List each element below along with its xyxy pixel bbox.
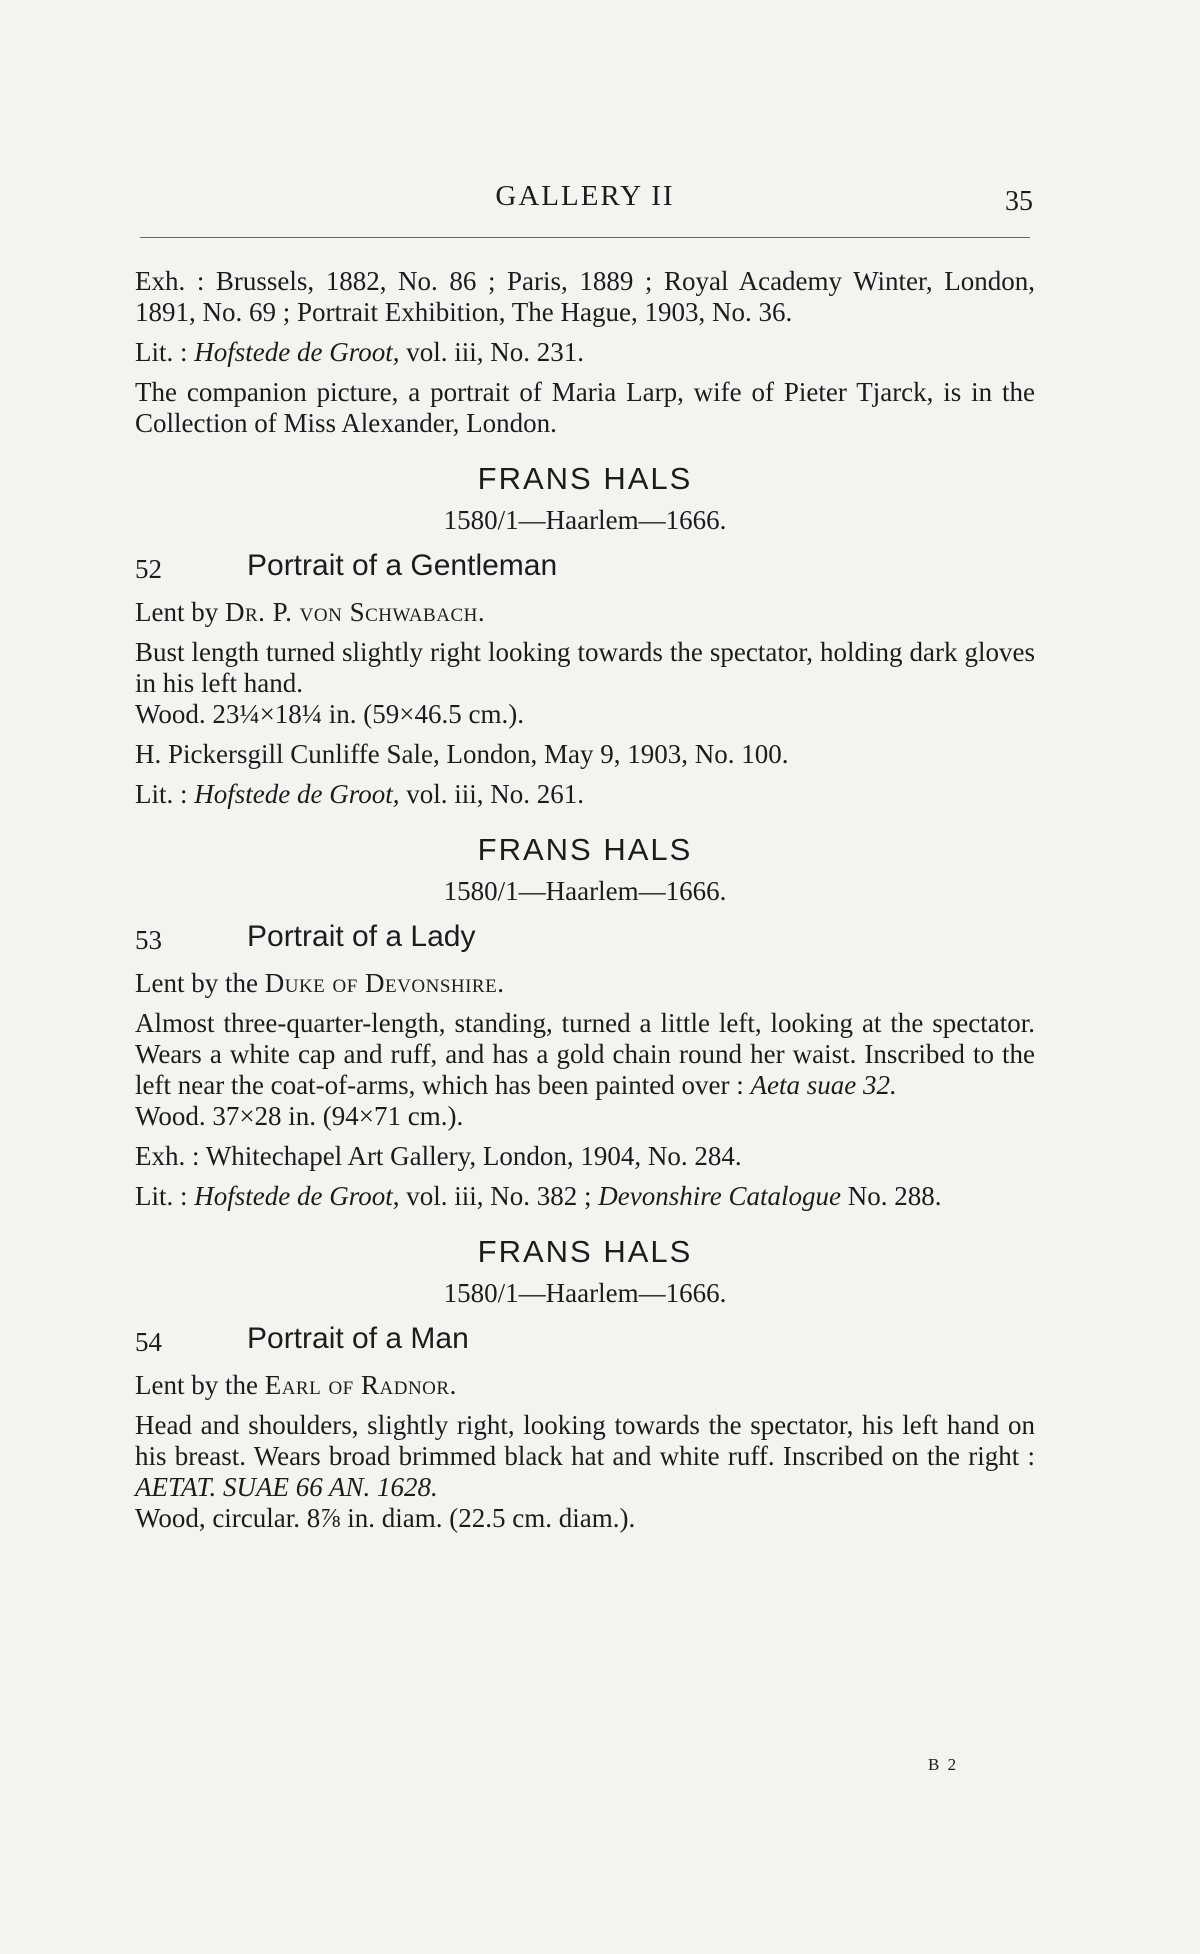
entry-heading [135, 919, 1035, 959]
artist-dates: 1580/1—Haarlem—1666. [443, 876, 727, 906]
artist-heading: FRANS HALS [477, 832, 693, 867]
page-content [135, 266, 1035, 1534]
literature-reference: Lit. : Hofstede de Groot, vol. iii, No. 261. [135, 779, 584, 809]
medium-dimensions: Wood. 37×28 in. (94×71 cm.). [135, 1101, 464, 1131]
literature-reference: Lit. : Hofstede de Groot, vol. iii, No. 382 ; Devonshire Catalogue No. 288. [135, 1181, 942, 1211]
running-head [135, 180, 1035, 224]
companion-note: The companion picture, a portrait of Maria Larp, wife of Pieter Tjarck, is in the Collection of Miss Alexander, London. [135, 377, 1035, 438]
signature-mark: B 2 [928, 1755, 959, 1774]
exhibition-history: Exh. : Brussels, 1882, No. 86 ; Paris, 1889 ; Royal Academy Winter, London, 1891, No. 69 ; Portrait Exhibition, The Hague, 1903, No. 36. [135, 266, 1035, 327]
description: Almost three-quarter-length, standing, turned a little left, looking at the spectator. Wears a white cap and ruff, and has a gold chain round her waist. Inscribed to the left near the coat-of-arms, which has been painted over : Aeta suae 32. [135, 1008, 1035, 1100]
header-rule [140, 237, 1030, 238]
medium-dimensions: Wood. 23¼×18¼ in. (59×46.5 cm.). [135, 699, 524, 729]
entry-number: 53 [135, 925, 162, 955]
lender-line: Lent by the Earl of Radnor. [135, 1370, 457, 1400]
literature-reference: Lit. : Hofstede de Groot, vol. iii, No. 231. [135, 337, 584, 367]
entry-title: Portrait of a Lady [247, 920, 476, 953]
entry-heading [135, 548, 1035, 588]
artist-heading: FRANS HALS [477, 1234, 693, 1269]
entry-title: Portrait of a Gentleman [247, 549, 558, 582]
inscription: Aeta suae 32. [750, 1070, 897, 1100]
entry-number: 52 [135, 554, 162, 584]
entry-number: 54 [135, 1327, 162, 1357]
artist-dates: 1580/1—Haarlem—1666. [443, 1278, 727, 1308]
running-title: GALLERY II [495, 180, 675, 212]
artist-heading: FRANS HALS [477, 461, 693, 496]
exhibition-history: Exh. : Whitechapel Art Gallery, London, 1904, No. 284. [135, 1141, 742, 1171]
medium-dimensions: Wood, circular. 8⅞ in. diam. (22.5 cm. diam.). [135, 1503, 636, 1533]
artist-dates: 1580/1—Haarlem—1666. [443, 505, 727, 535]
lender-line: Lent by Dr. P. von Schwabach. [135, 597, 486, 627]
description: Bust length turned slightly right looking towards the spectator, holding dark gloves in his left hand. [135, 637, 1035, 698]
entry-title: Portrait of a Man [247, 1322, 469, 1355]
provenance: H. Pickersgill Cunliffe Sale, London, May 9, 1903, No. 100. [135, 739, 789, 769]
inscription: AETAT. SUAE 66 AN. 1628. [135, 1472, 438, 1502]
lender-line: Lent by the Duke of Devonshire. [135, 968, 505, 998]
page-number: 35 [1005, 186, 1033, 217]
description: Head and shoulders, slightly right, looking towards the spectator, his left hand on his breast. Wears broad brimmed black hat and white ruff. Inscribed on the right : AETAT. SUAE 66 AN. 1628. [135, 1410, 1035, 1502]
entry-heading [135, 1321, 1035, 1361]
